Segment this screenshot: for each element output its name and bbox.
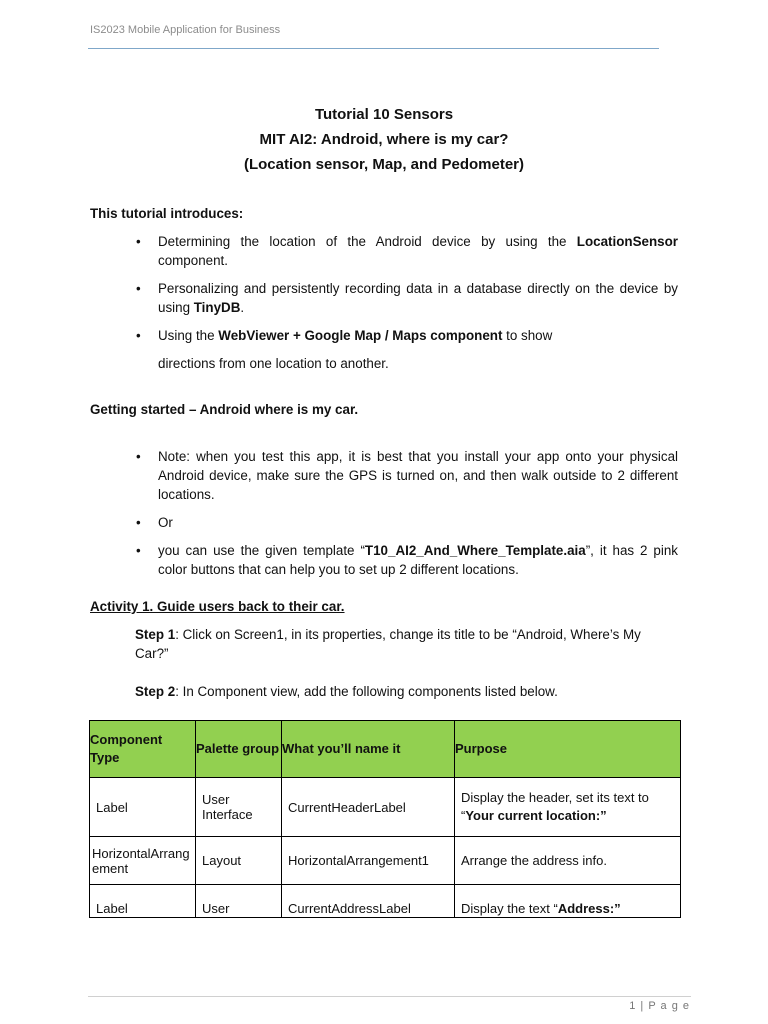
- intro-bullet-3: • Using the WebViewer + Google Map / Maps component to show directions from one location to another.: [158, 326, 678, 373]
- getting-started-bullet-2: • Or: [158, 513, 678, 532]
- document-subtitle-detail: (Location sensor, Map, and Pedometer): [243, 156, 525, 173]
- cell-purpose: Display the header, set its text to “Your current location:”: [455, 778, 681, 837]
- cell-name: HorizontalArrangement1: [282, 837, 455, 885]
- getting-started-heading: Getting started – Android where is my car.: [90, 402, 359, 417]
- cell-component-type: Label: [90, 778, 196, 837]
- cell-purpose: Arrange the address info.: [455, 837, 681, 885]
- header-name: What you’ll name it: [282, 721, 455, 778]
- table-row: [90, 885, 681, 918]
- page-footer: 1 | P a g e: [629, 1000, 690, 1012]
- getting-started-bullet-list: [158, 447, 678, 579]
- activity-heading: Activity 1. Guide users back to their car.: [90, 599, 345, 614]
- cell-palette-group: User: [196, 885, 282, 918]
- cell-name: CurrentHeaderLabel: [282, 778, 455, 837]
- step-1-paragraph: Step 1: Click on Screen1, in its properties, change its title to be “Android, Where’s My Car?”: [135, 627, 641, 661]
- step-2-label: Step 2: [135, 684, 176, 699]
- cell-palette-group: User Interface: [196, 778, 282, 837]
- cell-name: CurrentAddressLabel: [282, 885, 455, 918]
- getting-started-bullet-3: • you can use the given template “T10_AI2_And_Where_Template.aia”, it has 2 pink color buttons that can help you to set up 2 different locations.: [158, 541, 678, 579]
- table-header-row: [90, 721, 681, 778]
- intro-bullet-2: • Personalizing and persistently recording data in a database directly on the device by using TinyDB.: [158, 279, 678, 317]
- table-row: [90, 778, 681, 837]
- step-2-paragraph: Step 2: In Component view, add the following components listed below.: [135, 684, 558, 699]
- cell-purpose: Display the text “Address:”: [455, 885, 681, 918]
- intro-bullet-1: • Determining the location of the Android device by using the LocationSensor component.: [158, 232, 678, 270]
- cell-component-type: Label: [90, 885, 196, 918]
- components-table: [89, 720, 681, 918]
- running-header: IS2023 Mobile Application for Business: [90, 24, 281, 36]
- intro-heading: This tutorial introduces:: [90, 206, 244, 221]
- cell-component-type: HorizontalArrangement: [90, 837, 196, 885]
- header-component-type: Component Type: [90, 721, 196, 778]
- cell-palette-group: Layout: [196, 837, 282, 885]
- step-1-label: Step 1: [135, 627, 176, 642]
- intro-bullet-list: [158, 232, 678, 373]
- table-row: [90, 837, 681, 885]
- document-title: Tutorial 10 Sensors: [314, 106, 454, 123]
- footer-divider: [88, 996, 691, 997]
- page-number: 1: [629, 1000, 637, 1012]
- page-label: P a g e: [648, 1000, 690, 1012]
- getting-started-bullet-1: • Note: when you test this app, it is best that you install your app onto your physical Android device, make sure the GPS is turned on, and then walk outside to 2 different locations.: [158, 447, 678, 504]
- header-palette-group: Palette group: [196, 721, 282, 778]
- header-purpose: Purpose: [455, 721, 681, 778]
- document-subtitle: MIT AI2: Android, where is my car?: [259, 131, 509, 148]
- header-divider: [88, 48, 659, 49]
